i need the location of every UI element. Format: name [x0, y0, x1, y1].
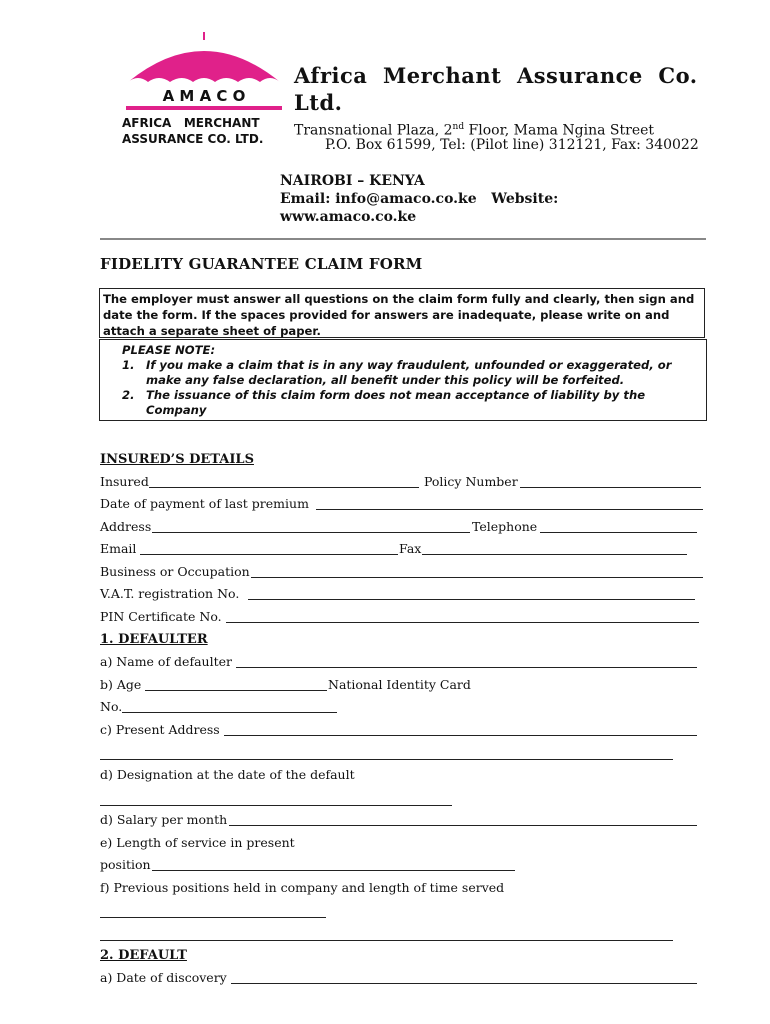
telephone-label: Telephone: [472, 519, 538, 534]
vat-field[interactable]: [248, 586, 695, 600]
position-label: position: [100, 857, 151, 872]
note-box: [99, 339, 707, 421]
address-line1-sup: nd: [452, 122, 465, 132]
present-address-field-2[interactable]: [100, 746, 673, 760]
designation-row-2: [100, 792, 454, 808]
national-id-row: [100, 699, 338, 715]
note-item: [122, 358, 702, 388]
policy-number-field[interactable]: [520, 474, 701, 488]
salary-row: [100, 812, 698, 828]
present-address-label: c) Present Address: [100, 722, 220, 737]
present-address-field[interactable]: [224, 722, 697, 736]
address-row: [100, 519, 698, 535]
address-line1-b: Floor, Mama Ngina Street: [464, 122, 655, 139]
policy-number-label: Policy Number: [424, 474, 518, 489]
salary-label: d) Salary per month: [100, 812, 228, 827]
date-discovery-field[interactable]: [231, 970, 697, 984]
previous-positions-row-2: [100, 904, 328, 920]
defaulter-name-label: a) Name of defaulter: [100, 654, 232, 669]
previous-positions-label: f) Previous positions held in company and length of time served: [100, 880, 505, 895]
last-premium-row: [100, 496, 704, 512]
insured-details-heading: INSURED’S DETAILS: [100, 452, 254, 467]
date-discovery-label: a) Date of discovery: [100, 970, 227, 985]
email-line: Email: info@amaco.co.ke Website:: [280, 191, 559, 207]
form-title: FIDELITY GUARANTEE CLAIM FORM: [100, 255, 423, 273]
note-number: 1.: [122, 358, 135, 372]
pin-row: [100, 609, 700, 625]
insured-row: [100, 474, 702, 490]
length-service-row: [100, 835, 400, 851]
website: www.amaco.co.ke: [280, 209, 417, 225]
company-name-line1: Africa Merchant Assurance Co.: [294, 63, 698, 88]
email-row: [100, 541, 688, 557]
pin-label: PIN Certificate No.: [100, 609, 222, 624]
previous-positions-field-2[interactable]: [100, 927, 673, 941]
designation-row: [100, 767, 460, 783]
pin-field[interactable]: [226, 609, 699, 623]
note-heading: PLEASE NOTE:: [122, 343, 216, 357]
designation-field[interactable]: [100, 792, 452, 806]
date-discovery-row: [100, 970, 698, 986]
company-name: [294, 62, 724, 116]
header-divider: [100, 238, 706, 240]
address-line2: P.O. Box 61599, Tel: (Pilot line) 312121, Fax: 340022: [325, 137, 699, 153]
fax-field[interactable]: [422, 541, 687, 555]
previous-positions-row-3: [100, 927, 674, 943]
defaulter-heading: 1. DEFAULTER: [100, 632, 208, 647]
length-service-label: e) Length of service in present: [100, 835, 295, 850]
instructions-box: The employer must answer all questions on the claim form fully and clearly, then sign and date the form. If the spaces provided for answers are inadequate, please write on and attach a separate sheet of paper.: [99, 288, 705, 338]
insured-label: Insured: [100, 474, 149, 489]
address-label: Address: [100, 519, 152, 534]
fax-label: Fax: [399, 541, 422, 556]
address-field[interactable]: [152, 519, 470, 533]
age-label: b) Age: [100, 677, 142, 692]
last-premium-field[interactable]: [316, 496, 703, 510]
defaulter-name-field[interactable]: [236, 654, 697, 668]
telephone-field[interactable]: [540, 519, 697, 533]
insured-field[interactable]: [149, 474, 419, 488]
present-address-row: [100, 722, 698, 738]
email-label: Email: [100, 541, 137, 556]
vat-label: V.A.T. registration No.: [100, 586, 240, 601]
position-field[interactable]: [152, 857, 515, 871]
svg-text:AFRICA MERCHANT: AFRICA MERCHANT: [122, 116, 260, 130]
note-text: If you make a claim that is in any way fraudulent, unfounded or exaggerated, or make any false declaration, all benefit under this policy will be forfeited.: [146, 358, 672, 387]
business-row: [100, 564, 704, 580]
company-name-line2: Ltd.: [294, 90, 343, 115]
business-field[interactable]: [251, 564, 703, 578]
previous-positions-row: [100, 880, 520, 896]
amaco-logo: [118, 30, 290, 150]
address-line1-a: Transnational Plaza, 2: [294, 122, 453, 139]
national-id-field[interactable]: [122, 699, 337, 713]
age-row: [100, 677, 480, 693]
salary-field[interactable]: [229, 812, 697, 826]
note-text: The issuance of this claim form does not mean acceptance of liability by the Company: [146, 388, 646, 417]
age-field[interactable]: [145, 677, 327, 691]
svg-text:ASSURANCE CO. LTD.: ASSURANCE CO. LTD.: [122, 132, 264, 146]
city: NAIROBI – KENYA: [280, 173, 425, 189]
national-id-no-label: No.: [100, 699, 123, 714]
default-heading: 2. DEFAULT: [100, 948, 187, 963]
email-field[interactable]: [140, 541, 398, 555]
note-item: [122, 388, 702, 418]
present-address-row-2: [100, 746, 674, 762]
vat-row: [100, 586, 696, 602]
last-premium-label: Date of payment of last premium: [100, 496, 309, 511]
svg-text:A M A C O: A M A C O: [162, 87, 246, 105]
previous-positions-field[interactable]: [100, 904, 326, 918]
business-label: Business or Occupation: [100, 564, 250, 579]
position-row: [100, 857, 516, 873]
defaulter-name-row: [100, 654, 698, 670]
national-id-label: National Identity Card: [328, 677, 471, 692]
note-number: 2.: [122, 388, 135, 402]
designation-label: d) Designation at the date of the default: [100, 767, 355, 782]
